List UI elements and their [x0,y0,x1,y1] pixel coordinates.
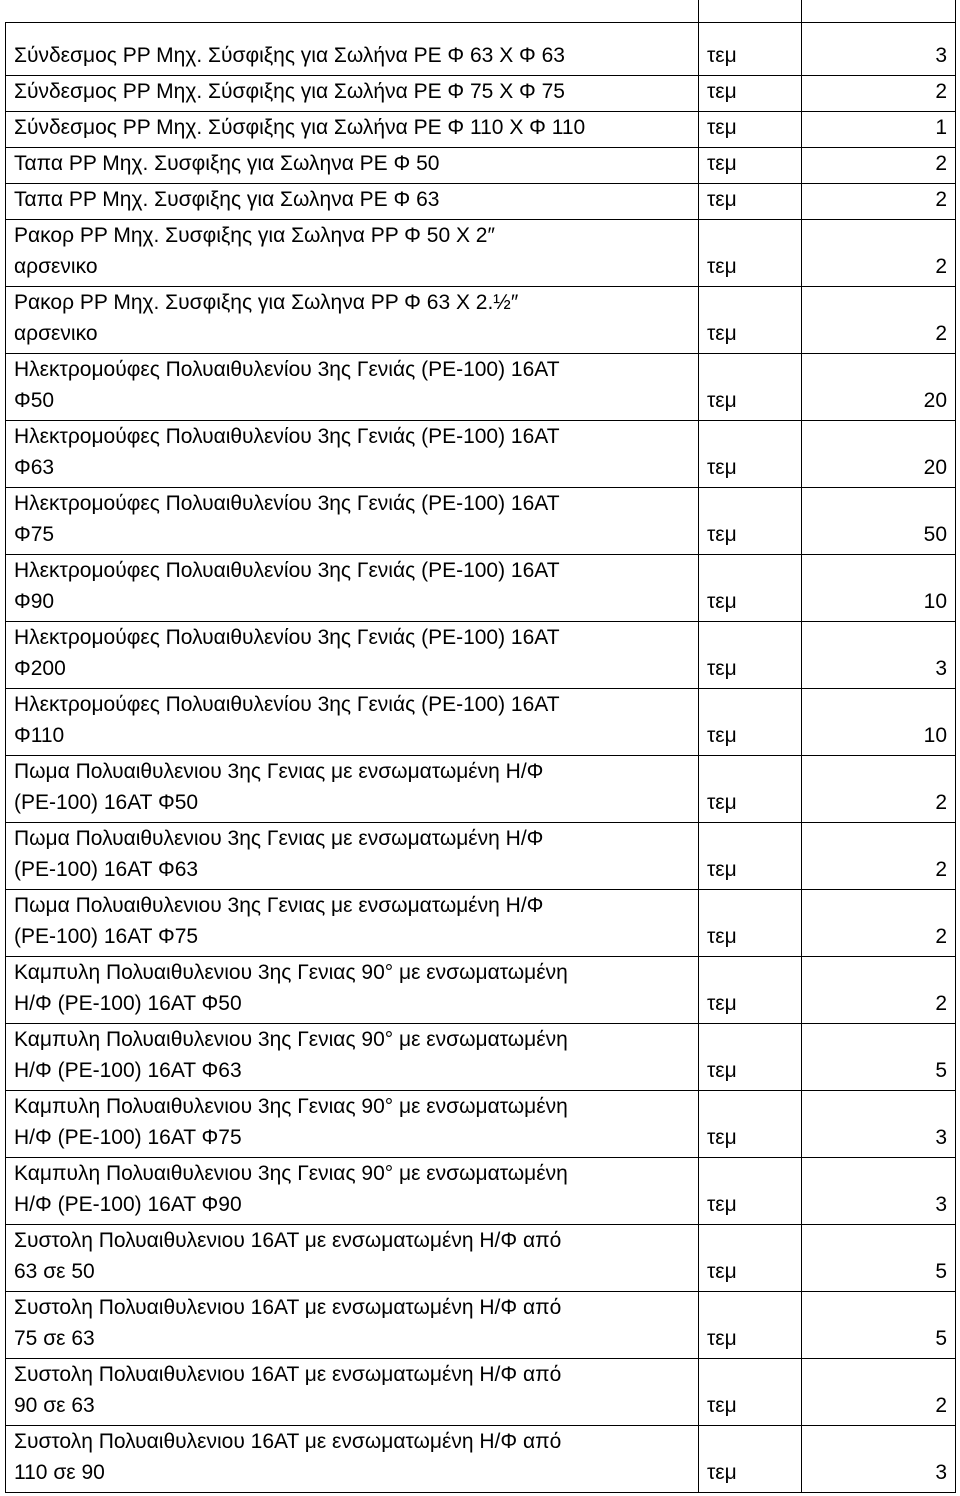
table-row [6,555,956,622]
item-unit: τεμ [699,1426,802,1493]
table-row [6,890,956,957]
item-quantity: 5 [802,1292,956,1359]
item-description [6,890,699,957]
table-row [6,488,956,555]
item-quantity: 5 [802,1225,956,1292]
item-quantity: 20 [802,354,956,421]
table-row [6,354,956,421]
item-description [6,488,699,555]
item-description-line: Συστολη Πολυαιθυλενιου 16ΑΤ με ενσωματωμένη Η/Φ από [14,1229,562,1252]
item-description-line: 110 σε 90 [14,1461,105,1484]
item-quantity: 2 [802,148,956,184]
item-unit: τεμ [699,689,802,756]
table-row [6,23,956,76]
item-description-line: (PE-100) 16ΑΤ Φ75 [14,925,199,948]
item-description-line: Φ63 [14,456,55,479]
item-quantity: 5 [802,1024,956,1091]
item-description-line: Φ200 [14,657,66,680]
item-quantity: 10 [802,689,956,756]
item-description-line: Η/Φ (PE-100) 16ΑΤ Φ63 [14,1059,242,1082]
item-unit: τεμ [699,287,802,354]
table-row [6,287,956,354]
item-description [6,1225,699,1292]
item-quantity: 10 [802,555,956,622]
item-quantity: 2 [802,957,956,1024]
item-description-line: Πωμα Πολυαιθυλενιου 3ης Γενιας με ενσωματωμένη Η/Φ [14,894,544,917]
item-description [6,1426,699,1493]
item-description [6,184,699,220]
item-description-line: Ηλεκτρομούφες Πολυαιθυλενίου 3ης Γενιάς (PE-100) 16ΑΤ [14,559,560,582]
item-description-line: Καμπυλη Πολυαιθυλενιου 3ης Γενιας 90° με ενσωματωμένη [14,961,568,984]
table-row [6,1359,956,1426]
item-description-line: Ταπα PP Μηχ. Συσφιξης για Σωληνα PE Φ 63 [14,188,440,211]
table-row [6,148,956,184]
item-quantity: 2 [802,287,956,354]
item-description [6,76,699,112]
item-unit: τεμ [699,488,802,555]
item-unit: τεμ [699,148,802,184]
item-quantity: 3 [802,1158,956,1225]
item-quantity: 3 [802,23,956,76]
table-row [6,76,956,112]
item-quantity: 50 [802,488,956,555]
item-description-line: 63 σε 50 [14,1260,95,1283]
item-description-line: Πωμα Πολυαιθυλενιου 3ης Γενιας με ενσωματωμένη Η/Φ [14,760,544,783]
item-description-line: Σύνδεσμος PP Μηχ. Σύσφιξης για Σωλήνα PE Φ 75 Χ Φ 75 [14,80,565,103]
table-row [6,1024,956,1091]
item-unit: τεμ [699,220,802,287]
item-unit: τεμ [699,555,802,622]
table-row [6,1091,956,1158]
item-unit: τεμ [699,1225,802,1292]
item-quantity: 3 [802,1426,956,1493]
table-row [6,421,956,488]
item-unit: τεμ [699,622,802,689]
item-description-line: Ηλεκτρομούφες Πολυαιθυλενίου 3ης Γενιάς (PE-100) 16ΑΤ [14,626,560,649]
item-description-line: Πωμα Πολυαιθυλενιου 3ης Γενιας με ενσωματωμένη Η/Φ [14,827,544,850]
table-top-spacer [6,0,956,23]
item-description-line: Ταπα PP Μηχ. Συσφιξης για Σωληνα PE Φ 50 [14,152,440,175]
table-row [6,1426,956,1493]
item-description-line: Καμπυλη Πολυαιθυλενιου 3ης Γενιας 90° με ενσωματωμένη [14,1095,568,1118]
table-row [6,957,956,1024]
item-description [6,220,699,287]
item-unit: τεμ [699,1024,802,1091]
item-description-line: 90 σε 63 [14,1394,95,1417]
item-quantity: 2 [802,823,956,890]
item-description [6,1024,699,1091]
table-row [6,756,956,823]
item-description-line: (PE-100) 16ΑΤ Φ50 [14,791,199,814]
materials-table-body [6,0,956,1493]
table-row [6,220,956,287]
item-quantity: 2 [802,184,956,220]
table-row [6,1292,956,1359]
item-unit: τεμ [699,1091,802,1158]
table-row [6,112,956,148]
item-description [6,823,699,890]
item-description [6,1158,699,1225]
table-row [6,1158,956,1225]
item-description-line: Φ90 [14,590,55,613]
item-description [6,1091,699,1158]
item-description-line: αρσενικο [14,255,98,278]
item-quantity: 2 [802,76,956,112]
item-description-line: Η/Φ (PE-100) 16ΑΤ Φ50 [14,992,242,1015]
document-page [5,0,955,1493]
item-description-line: Φ75 [14,523,55,546]
item-unit: τεμ [699,1158,802,1225]
item-quantity: 2 [802,220,956,287]
item-unit: τεμ [699,756,802,823]
item-unit: τεμ [699,421,802,488]
item-unit: τεμ [699,354,802,421]
item-unit: τεμ [699,823,802,890]
item-description-line: Ρακορ PP Μηχ. Συσφιξης για Σωληνα PP Φ 50 Χ 2″ [14,224,495,247]
item-description [6,287,699,354]
item-description [6,689,699,756]
table-row [6,184,956,220]
item-description-line: Ηλεκτρομούφες Πολυαιθυλενίου 3ης Γενιάς (PE-100) 16ΑΤ [14,358,560,381]
item-quantity: 3 [802,1091,956,1158]
item-description-line: Η/Φ (PE-100) 16ΑΤ Φ75 [14,1126,242,1149]
item-description [6,1292,699,1359]
item-quantity: 1 [802,112,956,148]
item-unit: τεμ [699,112,802,148]
item-quantity: 20 [802,421,956,488]
item-unit: τεμ [699,184,802,220]
table-row [6,689,956,756]
item-description-line: (PE-100) 16ΑΤ Φ63 [14,858,199,881]
item-description [6,354,699,421]
table-row [6,622,956,689]
table-row [6,1225,956,1292]
item-description-line: Φ50 [14,389,55,412]
table-row [6,823,956,890]
item-unit: τεμ [699,1359,802,1426]
item-description-line: Ηλεκτρομούφες Πολυαιθυλενίου 3ης Γενιάς (PE-100) 16ΑΤ [14,693,560,716]
item-description [6,1359,699,1426]
item-description-line: Φ110 [14,724,65,747]
item-unit: τεμ [699,1292,802,1359]
item-description [6,622,699,689]
item-unit: τεμ [699,23,802,76]
item-description [6,23,699,76]
item-description-line: Συστολη Πολυαιθυλενιου 16ΑΤ με ενσωματωμένη Η/Φ από [14,1430,562,1453]
item-description-line: Ρακορ PP Μηχ. Συσφιξης για Σωληνα PP Φ 63 Χ 2.½″ [14,291,519,314]
item-description-line: αρσενικο [14,322,98,345]
item-description-line: Συστολη Πολυαιθυλενιου 16ΑΤ με ενσωματωμένη Η/Φ από [14,1296,562,1319]
item-description [6,112,699,148]
item-description [6,957,699,1024]
item-quantity: 2 [802,756,956,823]
item-description [6,555,699,622]
item-description [6,756,699,823]
item-quantity: 2 [802,1359,956,1426]
item-quantity: 2 [802,890,956,957]
item-unit: τεμ [699,957,802,1024]
item-quantity: 3 [802,622,956,689]
item-description [6,421,699,488]
item-description-line: Ηλεκτρομούφες Πολυαιθυλενίου 3ης Γενιάς (PE-100) 16ΑΤ [14,492,560,515]
item-description-line: Ηλεκτρομούφες Πολυαιθυλενίου 3ης Γενιάς (PE-100) 16ΑΤ [14,425,560,448]
item-description-line: 75 σε 63 [14,1327,95,1350]
item-description-line: Καμπυλη Πολυαιθυλενιου 3ης Γενιας 90° με ενσωματωμένη [14,1028,568,1051]
materials-table [5,0,956,1493]
item-description-line: Σύνδεσμος PP Μηχ. Σύσφιξης για Σωλήνα PE Φ 110 Χ Φ 110 [14,116,586,139]
item-description-line: Σύνδεσμος PP Μηχ. Σύσφιξης για Σωλήνα PE Φ 63 Χ Φ 63 [14,44,565,67]
item-unit: τεμ [699,76,802,112]
item-description [6,148,699,184]
item-description-line: Η/Φ (PE-100) 16ΑΤ Φ90 [14,1193,242,1216]
item-unit: τεμ [699,890,802,957]
item-description-line: Συστολη Πολυαιθυλενιου 16ΑΤ με ενσωματωμένη Η/Φ από [14,1363,562,1386]
item-description-line: Καμπυλη Πολυαιθυλενιου 3ης Γενιας 90° με ενσωματωμένη [14,1162,568,1185]
